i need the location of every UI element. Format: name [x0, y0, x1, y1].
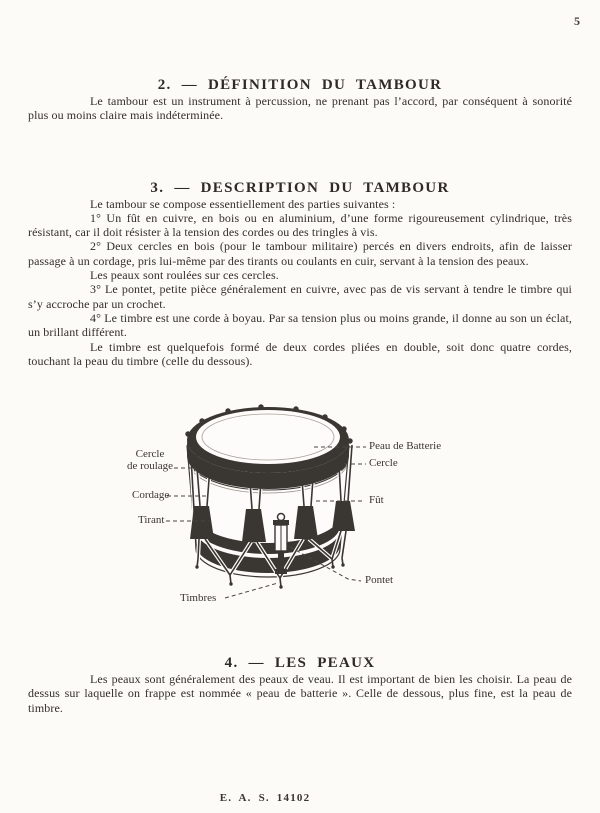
section-3-item-1: 1° Un fût en cuivre, en bois ou en aluminium, d’une forme rigoureusement cylindrique, très résistant, car il doit résister à la tension des cordes ou des tringles à vis.: [28, 210, 572, 240]
drum-illustration: [28, 401, 572, 621]
page-content: [28, 0, 572, 715]
section-2-paragraph: Le tambour est un instrument à percussion, ne prenant pas l’accord, par conséquent à sonorité plus ou moins claire mais indéterminée.: [28, 94, 572, 123]
section-3-item-4: 4° Le timbre est une corde à boyau. Par sa tension plus ou moins grande, il donne au son un éclat, un brillant différent.: [28, 310, 572, 340]
section-3-item-3: 3° Le pontet, petite pièce généralement en cuivre, avec pas de vis servant à tendre le timbre qui s’y accroche par un crochet.: [28, 282, 572, 311]
section-4-heading: 4. — LES PEAUX: [224, 655, 376, 672]
section-3-heading: 3. — DESCRIPTION DU TAMBOUR: [150, 179, 450, 196]
figure-label-cercle: Cercle: [369, 457, 398, 470]
figure-label-timbres: Timbres: [180, 592, 217, 605]
figure-label-cordage: Cordage: [132, 489, 170, 502]
page-number: 5: [574, 14, 580, 28]
drum-head: [196, 410, 340, 464]
figure-label-pontet: Pontet: [365, 574, 394, 587]
section-3-note-peaux: Les peaux sont roulées sur ces cercles.: [90, 268, 279, 283]
section-2-heading: 2. — DÉFINITION DU TAMBOUR: [157, 77, 443, 93]
section-3-intro: Le tambour se compose essentiellement des parties suivantes :: [90, 196, 396, 211]
figure-label-peau-de-batterie: Peau de Batterie: [369, 440, 442, 453]
section-4-paragraph: Les peaux sont généralement des peaux de veau. Il est important de bien les choisir. La peau de dessus sur laquelle on frappe est nommée « peau de batterie ». Celle de dessous, plus fine, est la peau de timbre.: [28, 672, 572, 715]
section-3-note-timbre: Le timbre est quelquefois formé de deux cordes pliées en double, soit donc quatre cordes, touchant la peau du timbre (celle du dessous).: [28, 339, 572, 368]
figure-label-cercle-de-roulage: Cercle de roulage: [126, 448, 174, 472]
figure-label-tirant: Tirant: [138, 514, 165, 527]
figure-label-fut: Fût: [369, 494, 384, 507]
drum-figure: [28, 401, 572, 621]
section-3-item-2: 2° Deux cercles en bois (pour le tambour militaire) percés en divers endroits, afin de laisser passage à un cordage, pris lui-même par des tirants ou coulants en cuir, servant à la tension des peaux.: [28, 239, 572, 268]
printer-mark: E. A. S. 14102: [219, 792, 311, 804]
